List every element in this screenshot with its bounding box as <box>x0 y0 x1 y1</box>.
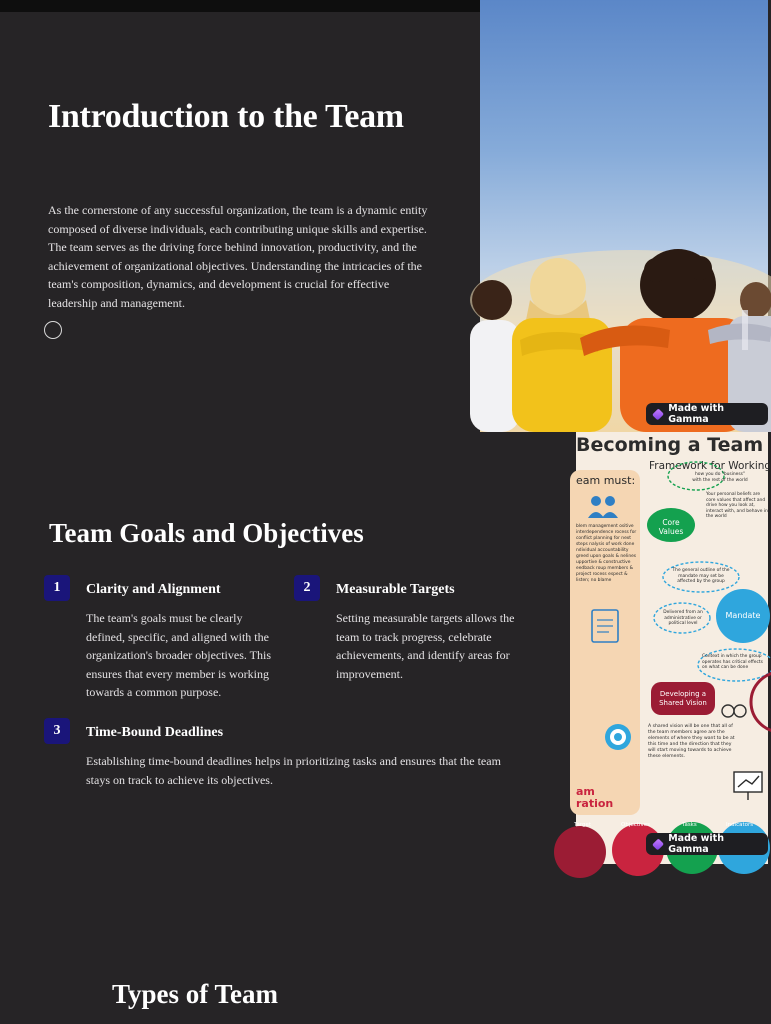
circle-button[interactable] <box>44 321 62 339</box>
badge-label: Made with Gamma <box>668 833 724 855</box>
made-with-gamma-badge[interactable] <box>646 833 768 855</box>
glasses-icon <box>722 705 746 717</box>
gamma-logo-icon <box>652 838 664 850</box>
goal-number-badge: 1 <box>44 575 70 601</box>
info-note: A shared vision will be one that all of the team members agree are the elements of where they want to be at this time and the direction that they will start moving towards to achieve these elements. <box>648 724 735 759</box>
bottom-label: Indicators <box>726 822 754 828</box>
goal-title: Time-Bound Deadlines <box>86 725 224 740</box>
panel-footer: am ration <box>576 785 614 810</box>
presentation-icon <box>734 772 762 800</box>
target-icon <box>605 724 631 750</box>
goal-description: Setting measurable targets allows the team to track progress, celebrate achievements, and identify areas for improvement. <box>336 611 515 681</box>
infographic-subtitle: Framework for Working <box>649 460 771 472</box>
badge-label: Made with Gamma <box>668 403 724 425</box>
info-note: how you do "business" with the rest of the world <box>692 472 748 483</box>
slide-title-goals: Team Goals and Objectives <box>49 518 364 548</box>
goal-title: Measurable Targets <box>336 582 455 597</box>
info-note: Context in which the group operates has critical effects on what can be done <box>702 654 763 670</box>
info-note: Your personal beliefs are core values that affect and drive how you look at, interact with, and behave in the world <box>706 492 768 519</box>
slide-title-types: Types of Team <box>112 979 279 1009</box>
children-hugging-illustration <box>480 0 768 432</box>
mandate-label: Mandate <box>725 611 761 620</box>
infographic-title: Becoming a Team <box>576 434 764 456</box>
panel-heading: eam must: <box>576 474 636 487</box>
goal-title: Clarity and Alignment <box>86 582 221 597</box>
made-with-gamma-badge[interactable] <box>646 403 768 425</box>
goal-description: The team's goals must be clearly defined, specific, and aligned with the organization's broader objectives. This ensures that every member is working towards a common purpose. <box>86 611 272 699</box>
goal-description: Establishing time-bound deadlines helps in prioritizing tasks and ensures that the team stays on track to achieve its objectives. <box>86 754 501 787</box>
bottom-label: Target <box>574 822 592 828</box>
people-icon <box>588 496 618 518</box>
shared-vision-label: Developing a Shared Vision <box>659 690 707 707</box>
info-note: blem management ositive interdependence rocess for conflict planning for next steps nalysis of work done ndividual accountability greed upon goals & nelines upportive & constructive eedback roup members & project rocess espect & listen; no blame <box>576 524 637 583</box>
goal-number-badge: 2 <box>294 575 320 601</box>
slide-title-intro: Introduction to the Team <box>48 98 404 135</box>
core-values-label: Core Values <box>658 518 684 536</box>
top-bar <box>0 0 480 12</box>
info-note: Delivered from an administrative or political level <box>663 610 703 626</box>
bottom-label: Objectives <box>621 822 650 828</box>
intro-paragraph: As the cornerstone of any successful organization, the team is a dynamic entity composed of diverse individuals, each contributing unique skills and expertise. The team serves as the driving force behind innovation, productivity, and the achievement of organizational objectives. Understanding the intricacies of the team's composition, dynamics, and development is crucial for effective leadership and management. <box>48 203 428 310</box>
bottom-label: Tasks <box>682 822 697 828</box>
clipboard-icon <box>592 610 618 642</box>
goal-number-badge: 3 <box>44 718 70 744</box>
team-photo <box>480 0 768 432</box>
becoming-a-team-infographic <box>574 432 771 864</box>
gamma-logo-icon <box>652 408 664 420</box>
info-note: The general outline of the mandate may set be affected by the group <box>672 568 730 584</box>
